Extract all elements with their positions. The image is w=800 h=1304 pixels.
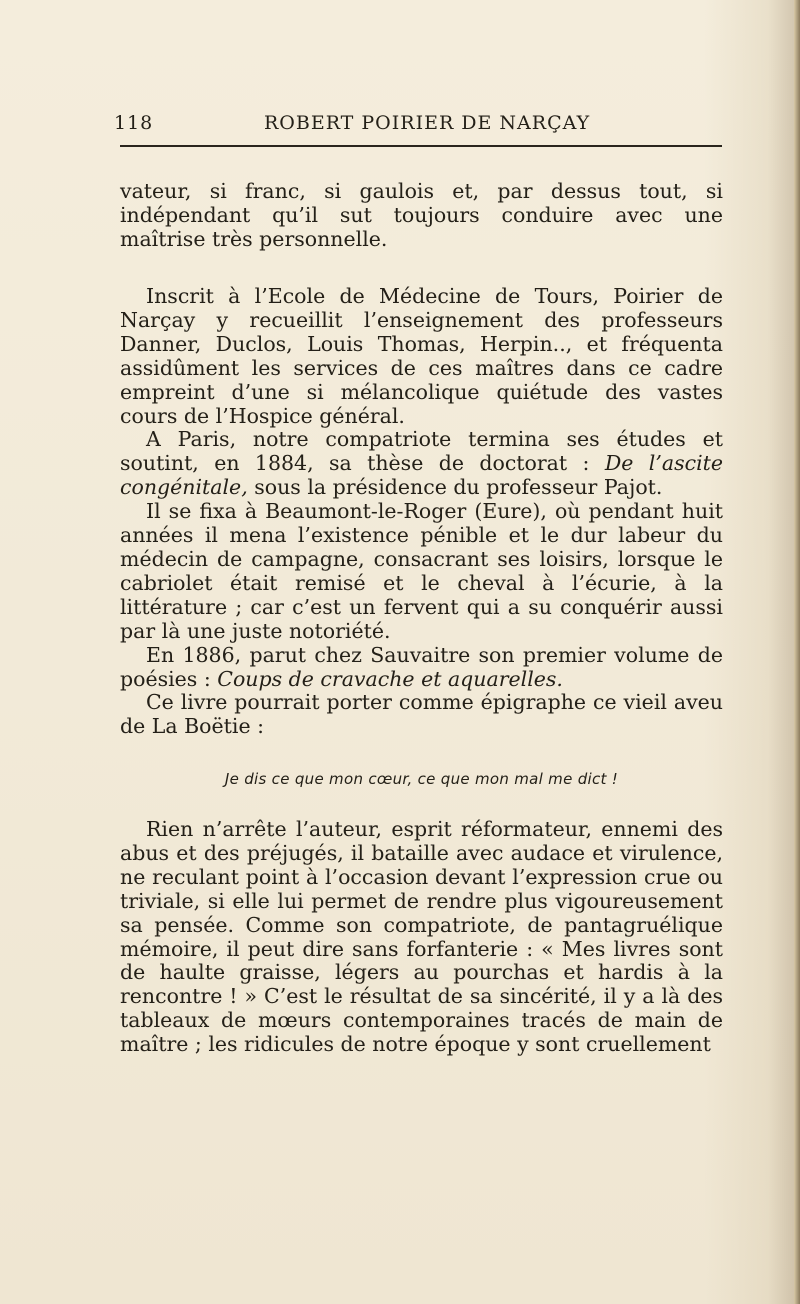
paragraph-ecole-medecine: Inscrit à l’Ecole de Médecine de Tours, Poirier de Narçay y recueillit l’enseignement des professeurs Danner, Duclos, Louis Thomas, Herpin.., et fréquenta assidûment les services de ces maîtres dans ce cadre empreint d’une si mélancolique quiétude des vastes cours de l’Hospice général. <box>120 284 723 428</box>
paragraph-text: En 1886, parut chez Sauvaitre son premier volume de poésies : <box>120 642 723 691</box>
running-head: ROBERT POIRIER DE NARÇAY <box>264 112 591 134</box>
book-title: Coups de cravache et aquarelles. <box>217 666 563 691</box>
paragraph-continuation: vateur, si franc, si gaulois et, par dessus tout, si indépendant qu’il sut toujours conduire avec une maîtrise très personnelle. <box>120 179 723 251</box>
paragraph-text: sous la présidence du professeur Pajot. <box>247 475 663 500</box>
page-edge-shadow <box>794 0 800 1304</box>
thesis-title: De l’ascite congénitale, <box>120 451 724 500</box>
text-block-bottom <box>120 818 723 1057</box>
page-header <box>114 112 720 138</box>
paragraph-rien-narrete: Rien n’arrête l’auteur, esprit réformateur, ennemi des abus et des préjugés, il bataille avec audace et virulence, ne reculant point à l’occasion devant l’expression crue ou triviale, si elle lui permet de rendre plus vigoureusement sa pensée. Comme son compatriote, de pantagruélique mémoire, il peut dire sans forfanterie : « Mes livres sont de haulte graisse, légers au pourchas et hardis à la rencontre ! » C’est le résultat de sa sincérité, il y a là des tableaux de mœurs contemporaines tracés de main de maître ; les ridicules de notre époque y sont cruellement <box>120 817 723 1057</box>
paragraph-epigraphe: Ce livre pourrait porter comme épigraphe ce vieil aveu de La Boëtie : <box>120 690 723 739</box>
epigraph-quote: Je dis ce que mon cœur, ce que mon mal me dict ! <box>224 770 619 788</box>
paragraph-text: A Paris, notre compatriote termina ses études et soutint, en 1884, sa thèse de doctorat : <box>120 427 723 476</box>
paragraph-poesies <box>120 644 723 692</box>
paragraph-beaumont: Il se fixa à Beaumont-le-Roger (Eure), où pendant huit années il mena l’existence pénible et le dur labeur du médecin de campagne, consacrant ses loisirs, lorsque le cabriolet était remisé et le cheval à l’écurie, à la littérature ; car c’est un fervent qui a su conquérir aussi par là une juste notoriété. <box>120 499 723 643</box>
header-rule <box>120 145 722 147</box>
page-number: 118 <box>114 112 154 134</box>
text-block-middle <box>120 285 723 739</box>
paragraph-paris-these <box>120 428 723 500</box>
text-block-top <box>120 180 723 252</box>
